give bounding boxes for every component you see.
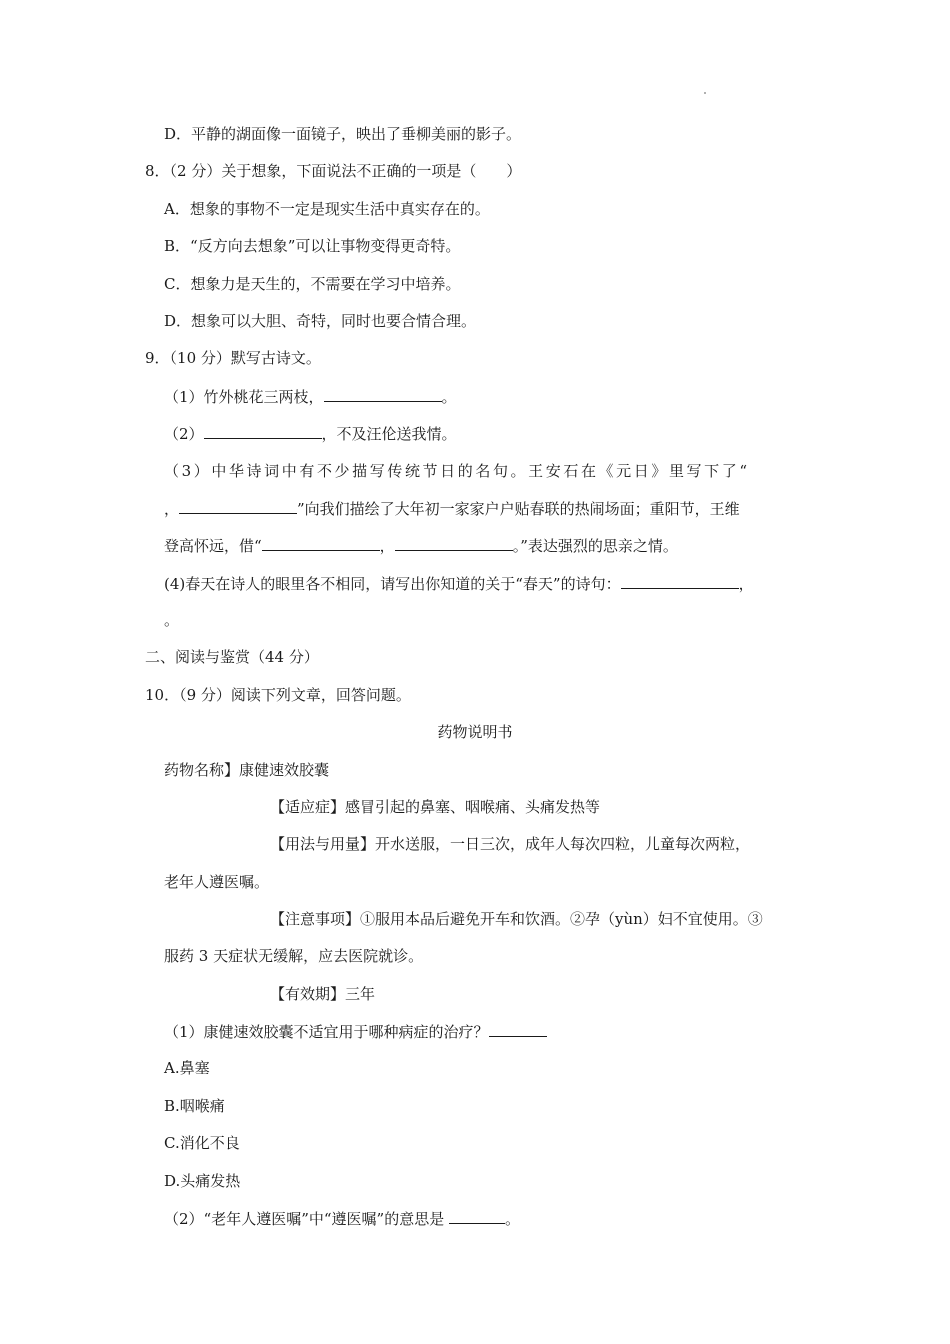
q8-option-d: D．想象可以大胆、奇特，同时也要合情合理。: [164, 312, 477, 330]
q8-option-c: C．想象力是天生的，不需要在学习中培养。: [164, 275, 461, 293]
q8-option-b: B．“反方向去想象”可以让事物变得更奇特。: [164, 237, 461, 255]
passage-validity: 【有效期】三年: [270, 985, 376, 1003]
passage-usage-line2: 老年人遵医嘱。: [164, 873, 270, 891]
passage-indication: 【适应症】感冒引起的鼻塞、咽喉痛、头痛发热等: [270, 798, 601, 816]
q9-part4-text: (4)春天在诗人的眼里各不相同，请写出你知道的关于“春天”的诗句：: [164, 575, 621, 593]
q10-sub1-option-c: C.消化不良: [164, 1134, 240, 1152]
q9-part1-end: 。: [441, 388, 457, 406]
answer-blank[interactable]: [449, 1208, 505, 1224]
passage-notes-line1: 【注意事项】①服用本品后避免开车和饮酒。②孕（yùn）妇不宜使用。③: [270, 910, 763, 928]
answer-blank[interactable]: [324, 386, 442, 402]
q7-option-d: D．平静的湖面像一面镜子，映出了垂柳美丽的影子。: [164, 125, 522, 143]
q9-stem: 9．（10 分）默写古诗文。: [145, 349, 321, 367]
passage-drug-name: 药物名称】康健速效胶囊: [164, 761, 330, 779]
q9-part3-line3: [164, 535, 678, 556]
q10-sub2-stem: [164, 1208, 520, 1229]
answer-blank[interactable]: [489, 1021, 547, 1037]
q10-sub2-text: （2）“老年人遵医嘱”中“遵医嘱”的意思是: [164, 1210, 449, 1228]
q9-part3-line2: [164, 498, 740, 519]
q8-stem: 8．（2 分）关于想象，下面说法不正确的一项是（ ）: [145, 162, 522, 180]
answer-blank[interactable]: [204, 423, 322, 439]
q10-sub1-option-d: D.头痛发热: [164, 1172, 241, 1190]
q10-sub2-end: 。: [505, 1210, 521, 1228]
q9-part1-text: （1）竹外桃花三两枝，: [164, 388, 324, 406]
q9-part3-line3-text: 登高怀远，借“: [164, 537, 262, 555]
q10-sub1-text: （1）康健速效胶囊不适宜用于哪种病症的治疗？: [164, 1023, 489, 1041]
q9-part2-end: ，不及汪伦送我情。: [321, 425, 457, 443]
q10-sub1-stem: [164, 1021, 547, 1042]
passage-notes-line2: 服药 3 天症状无缓解，应去医院就诊。: [164, 947, 424, 965]
q8-option-a: A．想象的事物不一定是现实生活中真实存在的。: [164, 200, 490, 218]
q9-part4-comma: ，: [738, 575, 754, 593]
q9-part1: [164, 386, 457, 407]
q9-part3-comma: ，: [164, 500, 180, 518]
q9-part2: [164, 423, 457, 444]
q9-part3-line2-text: ”向我们描绘了大年初一家家户户贴春联的热闹场面；重阳节，王维: [297, 500, 740, 518]
q9-part3-line1: （3）中华诗词中有不少描写传统节日的名句。王安石在《元日》里写下了“: [164, 462, 750, 480]
answer-blank[interactable]: [395, 535, 513, 551]
answer-blank[interactable]: [262, 535, 380, 551]
q10-sub1-option-a: A.鼻塞: [164, 1059, 210, 1077]
q9-part3-line3-comma: ，: [379, 537, 395, 555]
q10-sub1-option-b: B.咽喉痛: [164, 1097, 225, 1115]
passage-title: 药物说明书: [437, 723, 513, 741]
q9-part4-end: 。: [164, 611, 180, 629]
scan-dot: [704, 92, 706, 94]
section2-title: 二、阅读与鉴赏（44 分）: [145, 648, 319, 666]
q9-part4: [164, 573, 754, 594]
answer-blank[interactable]: [179, 498, 297, 514]
q9-part2-text: （2）: [164, 425, 204, 443]
q9-part3-line3-end: 。”表达强烈的思亲之情。: [512, 537, 678, 555]
passage-usage-line1: 【用法与用量】开水送服，一日三次，成年人每次四粒，儿童每次两粒，: [270, 835, 751, 853]
answer-blank[interactable]: [621, 573, 739, 589]
q10-stem: 10．（9 分）阅读下列文章，回答问题。: [145, 686, 411, 704]
